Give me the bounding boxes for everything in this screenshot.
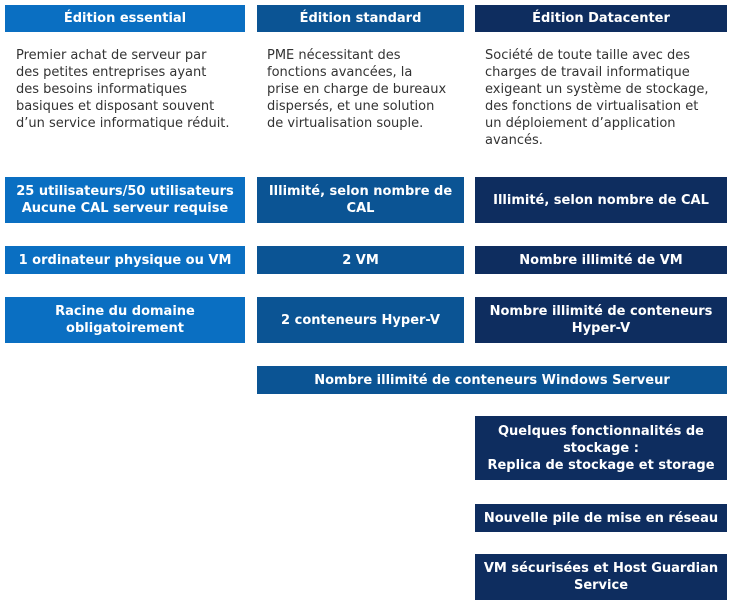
licensing-essential: 25 utilisateurs/50 utilisateurs Aucune CAL serveur requise	[5, 177, 245, 223]
virtualization-essential: 1 ordinateur physique ou VM	[5, 246, 245, 274]
feature-storage-datacenter: Quelques fonctionnalités de stockage : Replica de stockage et storage	[475, 416, 727, 480]
header-essential: Édition essential	[5, 5, 245, 32]
virtualization-standard: 2 VM	[257, 246, 464, 274]
virtualization-datacenter: Nombre illimité de VM	[475, 246, 727, 274]
windows-containers-shared: Nombre illimité de conteneurs Windows Serveur	[257, 366, 727, 394]
licensing-datacenter: Illimité, selon nombre de CAL	[475, 177, 727, 223]
description-standard: PME nécessitant des fonctions avancées, la prise en charge de bureaux dispersés, et une solution de virtualisation souple.	[267, 48, 447, 131]
header-datacenter: Édition Datacenter	[475, 5, 727, 32]
licensing-standard: Illimité, selon nombre de CAL	[257, 177, 464, 223]
feature-network-datacenter: Nouvelle pile de mise en réseau	[475, 504, 727, 532]
containers-standard: 2 conteneurs Hyper-V	[257, 297, 464, 343]
feature-shielded-vm-datacenter: VM sécurisées et Host Guardian Service	[475, 554, 727, 600]
containers-essential: Racine du domaine obligatoirement	[5, 297, 245, 343]
description-datacenter: Société de toute taille avec des charges de travail informatique exigeant un système de stockage, des fonctions de virtualisation et un déploiement d’application avancés.	[485, 48, 709, 148]
description-essential: Premier achat de serveur par des petites entreprises ayant des besoins informatiques basiques et disposant souvent d’un service informatique réduit.	[16, 48, 230, 131]
header-standard: Édition standard	[257, 5, 464, 32]
containers-datacenter: Nombre illimité de conteneurs Hyper-V	[475, 297, 727, 343]
